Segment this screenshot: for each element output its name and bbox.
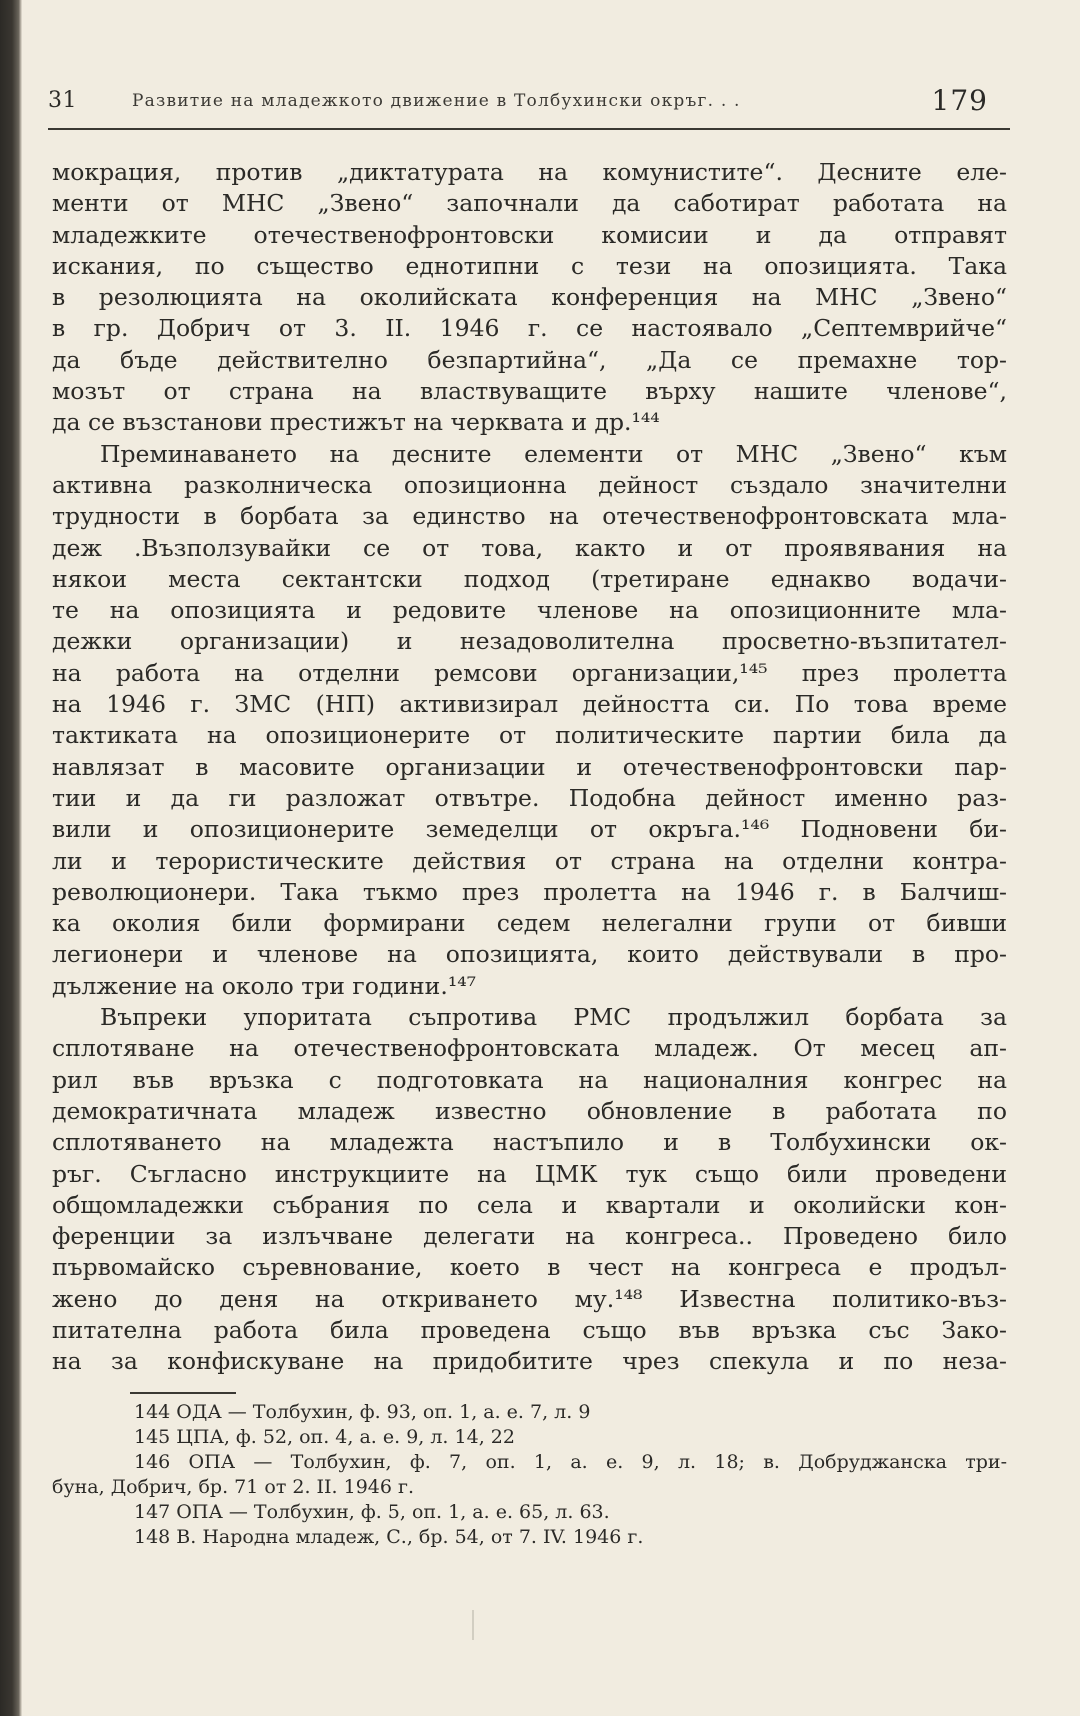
chapter-number: 31 xyxy=(48,88,77,113)
text-line: на работа на отделни ремсови организации,¹⁴⁵ през пролетта xyxy=(52,658,1007,687)
paper-blemish xyxy=(472,1610,474,1640)
book-page xyxy=(48,0,1013,1716)
text-line: първомайско съревнование, което в чест на конгреса е продъл- xyxy=(52,1253,1007,1282)
text-line: деж .Възползувайки се от това, както и от проявявания на xyxy=(52,533,1007,562)
footnote-rule xyxy=(130,1392,236,1394)
text-line: в резолюцията на околийската конференция на МНС „Звено“ xyxy=(52,283,1007,312)
text-line: общомладежки събрания по села и квартали и околийски кон- xyxy=(52,1190,1007,1219)
text-line: трудности в борбата за единство на отечественофронтовската мла- xyxy=(52,502,1007,531)
text-line: легионери и членове на опозицията, които действували в про- xyxy=(52,940,1007,969)
text-line: революционери. Така тъкмо през пролетта на 1946 г. в Балчиш- xyxy=(52,877,1007,906)
text-line: младежките отечественофронтовски комисии и да отправят xyxy=(52,220,1007,249)
text-line: ръг. Съгласно инструкциите на ЦМК тук също били проведени xyxy=(52,1159,1007,1188)
text-line: сплотяването на младежта настъпило и в Толбухински ок- xyxy=(52,1128,1007,1157)
text-line: мозът от страна на властвуващите върху нашите членове“, xyxy=(52,377,1007,406)
text-line: те на опозицията и редовите членове на опозиционните мла- xyxy=(52,596,1007,625)
footnote: 146 ОПА — Толбухин, ф. 7, оп. 1, а. е. 9, л. 18; в. Добруджанска три- xyxy=(134,1451,1007,1473)
text-line: рил във връзка с подготовката на националния конгрес на xyxy=(52,1065,1007,1094)
text-line: някои места сектантски подход (третиране еднакво водачи- xyxy=(52,564,1007,593)
text-line: тии и да ги разложат отвътре. Подобна дейност именно раз- xyxy=(52,783,1007,812)
text-line: искания, по същество еднотипни с тези на опозицията. Така xyxy=(52,251,1007,280)
text-line: демократичната младеж известно обновление в работата по xyxy=(52,1096,1007,1125)
text-line: да се възстанови престижът на черквата и др.¹⁴⁴ xyxy=(52,408,660,437)
text-line: питателна работа била проведена също във връзка със Зако- xyxy=(52,1315,1007,1344)
running-title: Развитие на младежкото движение в Толбухински окръг. . . xyxy=(132,91,741,111)
text-line: в гр. Добрич от 3. II. 1946 г. се настоявало „Септемврийче“ xyxy=(52,314,1007,343)
text-line: дължение на около три години.¹⁴⁷ xyxy=(52,971,477,1000)
text-line: ли и терористическите действия от страна на отделни контра- xyxy=(52,846,1007,875)
text-line: на 1946 г. ЗМС (НП) активизирал дейността си. По това време xyxy=(52,690,1007,719)
text-line: на за конфискуване на придобитите чрез спекула и по неза- xyxy=(52,1347,1007,1376)
text-line: мокрация, против „диктатурата на комунистите“. Десните еле- xyxy=(52,158,1007,186)
text-line: да бъде действително безпартийна“, „Да се премахне тор- xyxy=(52,345,1007,374)
text-line: активна разколническа опозиционна дейност създало значителни xyxy=(52,470,1007,499)
body-text xyxy=(52,157,1007,1378)
book-spine-shadow xyxy=(0,0,22,1716)
footnote: 145 ЦПА, ф. 52, оп. 4, а. е. 9, л. 14, 22 xyxy=(134,1426,515,1448)
text-line: ка околия били формирани седем нелегални групи от бивши xyxy=(52,909,1007,938)
text-line: Преминаването на десните елементи от МНС „Звено“ към xyxy=(100,439,1007,468)
footnote-continuation: буна, Добрич, бр. 71 от 2. II. 1946 г. xyxy=(52,1476,415,1498)
text-line: ференции за излъчване делегати на конгреса.. Проведено било xyxy=(52,1222,1007,1251)
text-line: вили и опозиционерите земеделци от окръга.¹⁴⁶ Подновени би- xyxy=(52,815,1007,844)
text-line: тактиката на опозиционерите от политическите партии била да xyxy=(52,721,1007,750)
footnote: 144 ОДА — Толбухин, ф. 93, оп. 1, а. е. 7, л. 9 xyxy=(134,1401,591,1423)
footnotes xyxy=(52,1400,1007,1550)
text-line: сплотяване на отечественофронтовската младеж. От месец ап- xyxy=(52,1034,1007,1063)
footnote: 147 ОПА — Толбухин, ф. 5, оп. 1, а. е. 65, л. 63. xyxy=(134,1501,610,1523)
text-line: навлязат в масовите организации и отечественофронтовски пар- xyxy=(52,752,1007,781)
text-line: жено до деня на откриването му.¹⁴⁸ Известна политико-въз- xyxy=(52,1284,1007,1313)
page-number: 179 xyxy=(931,84,988,117)
text-line: дежки организации) и незадоволителна просветно-възпитател- xyxy=(52,627,1007,656)
text-line: менти от МНС „Звено“ започнали да саботират работата на xyxy=(52,189,1007,218)
footnote: 148 В. Народна младеж, С., бр. 54, от 7. IV. 1946 г. xyxy=(134,1526,644,1548)
text-line: Въпреки упоритата съпротива РМС продължил борбата за xyxy=(100,1003,1007,1032)
header-rule xyxy=(48,128,1010,130)
running-head xyxy=(48,84,988,126)
